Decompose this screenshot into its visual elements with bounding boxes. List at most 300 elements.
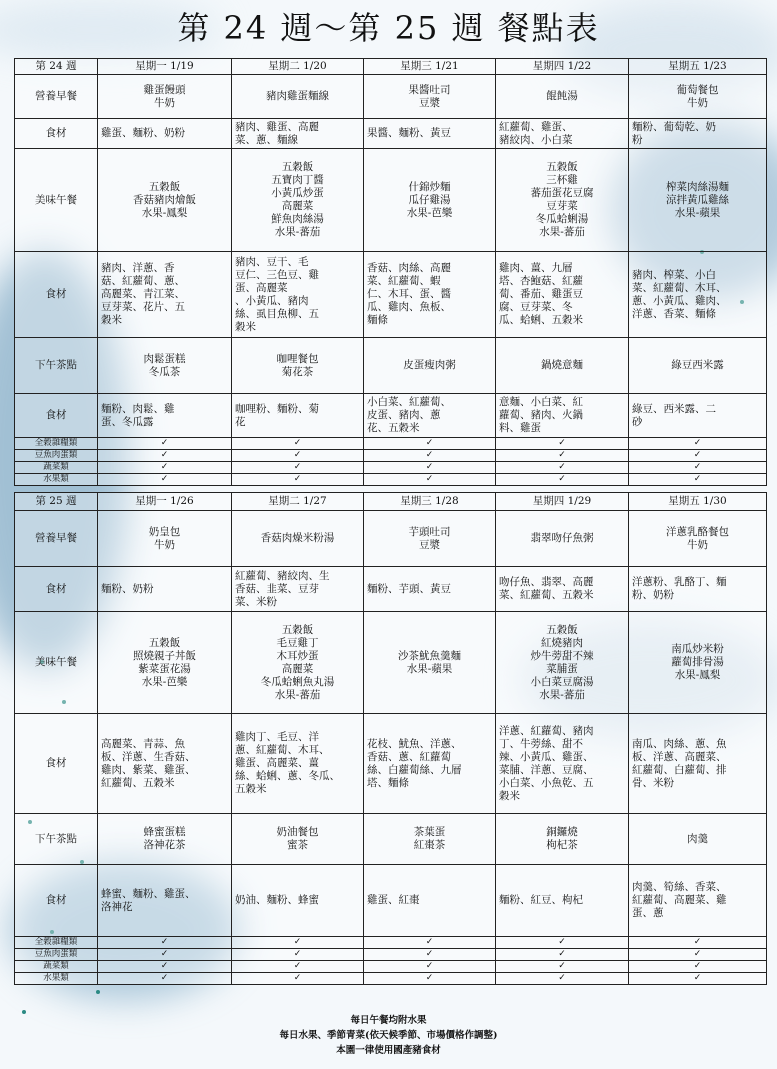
food-group-check: ✓: [98, 937, 232, 949]
food-group-check: ✓: [629, 961, 767, 973]
menu-line: 芋頭吐司: [408, 525, 451, 538]
food-group-check: ✓: [364, 474, 496, 486]
menu-line: 牛奶: [154, 96, 175, 109]
food-group-check: ✓: [496, 973, 629, 985]
food-group-check: ✓: [232, 973, 364, 985]
menu-line: 絲、蛤蜊、蔥、冬瓜、: [235, 770, 340, 782]
row-lunch-ing: [15, 714, 767, 814]
food-group-check: ✓: [98, 450, 232, 462]
menu-line: 豆漿: [419, 538, 440, 551]
cell-snack-ing: [496, 394, 629, 438]
menu-line: 綠豆西米露: [671, 359, 724, 371]
food-group-label: 蔬菜類: [15, 961, 98, 973]
menu-line: 瓜、雞肉、魚板、: [367, 301, 451, 313]
row-label: 食材: [15, 252, 98, 338]
cell-lunch-ing: [364, 252, 496, 338]
food-group-check: ✓: [232, 474, 364, 486]
menu-line: 咖哩餐包: [276, 352, 319, 365]
cell-lunch: [98, 612, 232, 714]
menu-line: 小白菜、紅蘿蔔、: [367, 396, 451, 408]
row-snack: [15, 338, 767, 394]
menu-line: 高麗菜: [281, 200, 314, 212]
cell-lunch-ing: [98, 252, 232, 338]
food-group-check: ✓: [232, 450, 364, 462]
menu-line: 菜、紅蘿蔔、蝦: [367, 275, 441, 287]
menu-line: 南瓜、肉絲、蔥、魚: [632, 737, 727, 750]
day-header: 星期二 1/20: [232, 59, 364, 75]
food-group-check: ✓: [98, 462, 232, 474]
menu-line: 蜂蜜蛋糕: [143, 826, 186, 838]
cell-snack-ing: [496, 865, 629, 937]
menu-line: 雞蛋、麵粉、奶粉: [101, 127, 185, 139]
menu-line: 辣、小黃瓜、雞蛋、: [499, 750, 594, 763]
menu-line: 紅蘿蔔、白蘿蔔、排: [632, 763, 727, 776]
food-group-check: ✓: [496, 937, 629, 949]
menu-line: 料、雞蛋: [499, 422, 541, 434]
menu-line: 水果-蕃茄: [539, 688, 585, 701]
menu-line: 五穀米: [235, 783, 267, 795]
menu-line: 腐、豆芽菜、冬: [499, 301, 573, 313]
menu-line: 葡萄餐包: [676, 83, 719, 96]
menu-line: 麵條: [367, 314, 388, 326]
menu-line: 、小黃瓜、豬肉: [235, 294, 309, 307]
food-group-check: ✓: [496, 961, 629, 973]
menu-line: 穀米: [101, 314, 122, 326]
food-group-check: ✓: [496, 462, 629, 474]
cell-breakfast: [629, 511, 767, 567]
food-group-check: ✓: [364, 462, 496, 474]
menu-line: 菊花茶: [281, 365, 314, 378]
menu-line: 意麵、小白菜、紅: [499, 396, 583, 408]
cell-snack: [98, 814, 232, 865]
cell-breakfast-ing: [364, 119, 496, 149]
food-group-check: ✓: [232, 949, 364, 961]
row-label: 第 24 週: [15, 59, 98, 75]
day-header: 星期四 1/29: [496, 493, 629, 511]
menu-line: 照燒親子丼飯: [133, 649, 196, 662]
menu-line: 砂: [632, 415, 643, 428]
cell-lunch: [364, 149, 496, 252]
menu-line: 小白菜豆腐湯: [530, 675, 594, 688]
menu-line: 絲、白蘿蔔絲、九層: [367, 763, 462, 776]
food-group-check: ✓: [232, 462, 364, 474]
menu-line: 菜、紅蘿蔔、五穀米: [499, 589, 594, 601]
menu-line: 雞蛋、高麗菜、薑: [235, 757, 319, 769]
menu-table-week-25: [14, 492, 767, 985]
menu-line: 紅蘿蔔、五穀米: [101, 776, 175, 789]
menu-line: 皮蛋瘦肉粥: [403, 359, 456, 371]
cell-breakfast-ing: [98, 119, 232, 149]
day-header: 星期三 1/28: [364, 493, 496, 511]
menu-line: 菜、紅蘿蔔、木耳、: [632, 281, 727, 294]
cell-breakfast: [232, 511, 364, 567]
cell-breakfast-ing: [232, 119, 364, 149]
menu-line: 奶油餐包: [276, 826, 319, 838]
menu-line: 麵粉、肉鬆、雞: [101, 402, 175, 415]
row-label: 下午茶點: [15, 814, 98, 865]
cell-breakfast: [364, 511, 496, 567]
menu-line: 花、五穀米: [367, 422, 420, 434]
row-food-group: [15, 949, 767, 961]
row-snack-ing: [15, 394, 767, 438]
menu-line: 菜脯蛋: [546, 662, 578, 675]
menu-line: 五穀飯: [148, 636, 181, 649]
cell-breakfast-ing: [98, 567, 232, 612]
day-header: 星期四 1/22: [496, 59, 629, 75]
menu-line: 菜脯、洋蔥、豆腐、: [499, 763, 594, 776]
cell-snack: [98, 338, 232, 394]
menu-line: 蛋、冬瓜露: [101, 415, 154, 428]
menu-line: 雞肉、紫菜、雞蛋、: [101, 763, 196, 776]
menu-line: 洋蔥、香菜、麵條: [632, 307, 716, 320]
food-group-label: 蔬菜類: [15, 462, 98, 474]
food-group-check: ✓: [98, 973, 232, 985]
menu-line: 豆芽菜: [546, 200, 578, 212]
food-group-check: ✓: [496, 474, 629, 486]
menu-line: 紅棗茶: [413, 839, 446, 851]
cell-breakfast-ing: [232, 567, 364, 612]
food-group-check: ✓: [629, 450, 767, 462]
food-group-check: ✓: [496, 949, 629, 961]
menu-line: 粉、奶粉: [632, 589, 674, 601]
cell-breakfast: [629, 75, 767, 119]
food-group-check: ✓: [98, 949, 232, 961]
menu-line: 豆仁、三色豆、雞: [235, 268, 319, 281]
food-group-check: ✓: [98, 961, 232, 973]
footer-line: 本園一律使用國產豬食材: [336, 1045, 441, 1056]
menu-line: 肉羹、筍絲、香菜、: [632, 881, 727, 893]
row-label: 營養早餐: [15, 75, 98, 119]
row-label: 食材: [15, 567, 98, 612]
food-group-check: ✓: [364, 438, 496, 450]
menu-line: 麵粉、紅豆、枸杞: [499, 894, 583, 906]
menu-line: 水果-芭樂: [406, 206, 453, 219]
menu-line: 香菇、蔥、紅蘿蔔: [367, 750, 451, 763]
day-header: 星期三 1/21: [364, 59, 496, 75]
cell-snack-ing: [98, 865, 232, 937]
menu-line: 洛神花: [101, 900, 133, 913]
row-header: [15, 59, 767, 75]
menu-line: 洋蔥乳酪餐包: [666, 525, 729, 538]
food-group-check: ✓: [364, 961, 496, 973]
cell-lunch: [629, 149, 767, 252]
cell-breakfast: [496, 511, 629, 567]
food-group-check: ✓: [98, 438, 232, 450]
row-label: 美味午餐: [15, 612, 98, 714]
menu-line: 仁、木耳、蛋、醬: [367, 288, 451, 300]
menu-line: 五穀飯: [546, 161, 578, 173]
cell-breakfast: [98, 511, 232, 567]
menu-line: 水果-鳳梨: [141, 206, 188, 219]
cell-snack-ing: [98, 394, 232, 438]
menu-line: 絲、虱目魚柳、五: [235, 307, 319, 320]
row-label: 第 25 週: [15, 493, 98, 511]
menu-line: 水果-芭樂: [141, 675, 188, 688]
menu-line: 木耳炒蛋: [276, 649, 319, 662]
cell-lunch: [629, 612, 767, 714]
menu-line: 冬瓜蛤蜊湯: [535, 213, 589, 225]
food-group-check: ✓: [496, 438, 629, 450]
menu-line: 瓜、蛤蜊、五穀米: [499, 314, 583, 326]
menu-line: 菜、蔥、麵線: [235, 133, 298, 146]
cell-snack: [629, 814, 767, 865]
day-header: 星期一 1/26: [98, 493, 232, 511]
menu-line: 榨菜肉絲湯麵: [666, 180, 729, 193]
row-food-group: [15, 973, 767, 985]
food-group-check: ✓: [232, 438, 364, 450]
menu-line: 水果-蕃茄: [274, 688, 321, 701]
cell-snack: [629, 338, 767, 394]
menu-line: 紅燒豬肉: [541, 636, 583, 649]
menu-line: 皮蛋、豬肉、蔥: [367, 409, 441, 421]
food-group-label: 全穀雜糧類: [15, 438, 98, 450]
menu-line: 五穀飯: [281, 623, 314, 636]
row-lunch: [15, 612, 767, 714]
cell-breakfast-ing: [496, 567, 629, 612]
menu-line: 高麗菜、青江菜、: [101, 288, 185, 300]
day-header: 星期五 1/23: [629, 59, 767, 75]
menu-line: 塔、杏鮑菇、紅蘿: [499, 275, 583, 287]
row-label: 食材: [15, 865, 98, 937]
menu-line: 板、洋蔥、高麗菜、: [632, 750, 727, 763]
cell-snack: [364, 814, 496, 865]
cell-snack-ing: [629, 394, 767, 438]
food-group-check: ✓: [364, 973, 496, 985]
cell-lunch-ing: [496, 714, 629, 814]
menu-line: 蛋、蔥: [632, 907, 664, 919]
food-group-label: 豆魚肉蛋類: [15, 450, 98, 462]
menu-line: 花枝、魷魚、洋蔥、: [367, 737, 462, 750]
menu-line: 蔥、小黃瓜、雞肉、: [632, 294, 727, 307]
menu-line: 牛奶: [687, 538, 708, 551]
menu-line: 蔥、紅蘿蔔、木耳、: [235, 744, 330, 756]
row-label: 美味午餐: [15, 149, 98, 252]
menu-line: 茶葉蛋: [413, 826, 446, 838]
menu-line: 豬肉、豆干、毛: [235, 255, 309, 268]
cell-snack-ing: [232, 865, 364, 937]
menu-line: 水果-蕃茄: [274, 226, 321, 238]
menu-line: 冬瓜蛤蜊魚丸湯: [260, 675, 335, 688]
menu-line: 洛神花茶: [143, 839, 186, 851]
menu-line: 咖哩粉、麵粉、菊: [235, 402, 319, 415]
menu-line: 果醬吐司: [408, 83, 451, 96]
menu-line: 丁、牛蒡絲、甜不: [499, 737, 583, 750]
menu-line: 冬瓜茶: [148, 365, 181, 378]
menu-line: 果醬、麵粉、黃豆: [367, 127, 451, 139]
food-group-check: ✓: [496, 450, 629, 462]
menu-line: 蜜茶: [287, 839, 308, 851]
cell-lunch: [232, 149, 364, 252]
menu-line: 肉羹: [687, 832, 708, 845]
menu-line: 麵粉、芋頭、黃豆: [367, 582, 451, 595]
food-group-check: ✓: [629, 949, 767, 961]
menu-line: 塔、麵條: [367, 776, 409, 789]
cell-lunch-ing: [232, 714, 364, 814]
cell-lunch: [364, 612, 496, 714]
menu-line: 三杯雞: [546, 174, 578, 186]
row-snack-ing: [15, 865, 767, 937]
menu-line: 穀米: [235, 320, 256, 333]
menu-line: 肉鬆蛋糕: [143, 352, 186, 365]
cell-lunch: [98, 149, 232, 252]
row-label: 下午茶點: [15, 338, 98, 394]
row-food-group: [15, 450, 767, 462]
cell-snack-ing: [232, 394, 364, 438]
row-lunch-ing: [15, 252, 767, 338]
menu-line: 紅蘿蔔、高麗菜、雞: [632, 894, 727, 906]
row-breakfast: [15, 511, 767, 567]
food-group-check: ✓: [364, 949, 496, 961]
menu-line: 五穀飯: [281, 161, 314, 173]
food-group-check: ✓: [232, 937, 364, 949]
cell-breakfast: [98, 75, 232, 119]
cell-lunch-ing: [629, 714, 767, 814]
menu-line: 南瓜炒米粉: [671, 643, 724, 655]
menu-line: 香菇、韭菜、豆芽: [235, 582, 319, 595]
cell-breakfast: [496, 75, 629, 119]
menu-line: 豆漿: [419, 96, 440, 109]
cell-breakfast-ing: [629, 119, 767, 149]
menu-line: 蕃茄蛋花豆腐: [530, 187, 594, 199]
cell-breakfast-ing: [364, 567, 496, 612]
menu-line: 紅蘿蔔、雞蛋、: [499, 120, 573, 133]
food-group-check: ✓: [364, 450, 496, 462]
cell-breakfast-ing: [496, 119, 629, 149]
menu-line: 洋蔥、紅蘿蔔、豬肉: [499, 724, 594, 737]
menu-line: 五寶肉丁醬: [271, 174, 324, 186]
row-breakfast-ing: [15, 567, 767, 612]
menu-line: 雞肉、薑、九層: [499, 262, 573, 274]
cell-snack: [232, 814, 364, 865]
menu-line: 菜、米粉: [235, 595, 277, 608]
menu-line: 沙茶魷魚羹麵: [398, 649, 461, 662]
menu-line: 麵粉、葡萄乾、奶: [632, 120, 716, 133]
cell-snack: [496, 338, 629, 394]
menu-line: 鍋燒意麵: [541, 359, 583, 371]
menu-line: 蛋、高麗菜: [235, 281, 288, 294]
row-breakfast-ing: [15, 119, 767, 149]
cell-lunch-ing: [98, 714, 232, 814]
menu-line: 五穀飯: [546, 623, 578, 636]
menu-line: 牛奶: [154, 538, 175, 551]
menu-line: 瓜仔雞湯: [408, 193, 451, 206]
menu-line: 什錦炒麵: [408, 180, 451, 193]
menu-line: 毛豆雞丁: [276, 636, 319, 649]
menu-line: 水果-鳳梨: [674, 669, 721, 681]
cell-snack-ing: [364, 394, 496, 438]
menu-line: 豬絞肉、小白菜: [499, 133, 573, 146]
menu-table-week-24: [14, 58, 767, 486]
menu-line: 小白菜、小魚乾、五: [499, 776, 594, 789]
menu-line: 雞肉丁、毛豆、洋: [235, 731, 319, 743]
page-title: 第 24 週～第 25 週 餐點表: [177, 9, 600, 47]
row-header: [15, 493, 767, 511]
cell-snack-ing: [364, 865, 496, 937]
menu-line: 高麗菜、青蒜、魚: [101, 737, 185, 750]
menu-line: 雞蛋、紅棗: [367, 894, 420, 906]
menu-line: 水果-蘋果: [674, 206, 721, 219]
menu-line: 雞蛋饅頭: [143, 83, 186, 96]
food-group-label: 全穀雜糧類: [15, 937, 98, 949]
row-food-group: [15, 438, 767, 450]
row-food-group: [15, 937, 767, 949]
cell-lunch: [232, 612, 364, 714]
cell-lunch-ing: [232, 252, 364, 338]
menu-line: 炒牛蒡甜不辣: [530, 649, 594, 662]
cell-lunch-ing: [364, 714, 496, 814]
day-header: 星期五 1/30: [629, 493, 767, 511]
cell-breakfast-ing: [629, 567, 767, 612]
menu-line: 蘿蔔、豬肉、火鍋: [499, 409, 583, 421]
menu-line: 水果-蕃茄: [539, 226, 585, 238]
menu-line: 五穀飯: [148, 180, 181, 193]
menu-line: 豆芽菜、花片、五: [101, 301, 185, 313]
menu-line: 高麗菜: [281, 662, 314, 675]
row-lunch: [15, 149, 767, 252]
row-label: 食材: [15, 119, 98, 149]
menu-line: 蔔、番茄、雞蛋豆: [499, 288, 583, 300]
menu-line: 骨、米粉: [632, 776, 674, 789]
food-group-check: ✓: [364, 937, 496, 949]
menu-line: 牛奶: [687, 96, 708, 109]
day-header: 星期二 1/27: [232, 493, 364, 511]
menu-line: 水果-蘋果: [406, 662, 453, 675]
menu-line: 紅蘿蔔、豬絞肉、生: [235, 569, 330, 582]
cell-breakfast: [232, 75, 364, 119]
menu-line: 豬肉、榨菜、小白: [632, 268, 716, 281]
cell-lunch-ing: [496, 252, 629, 338]
menu-line: 洋蔥粉、乳酪丁、麵: [632, 576, 727, 588]
cell-lunch: [496, 612, 629, 714]
food-group-check: ✓: [629, 474, 767, 486]
food-group-label: 水果類: [15, 474, 98, 486]
menu-line: 吻仔魚、翡翠、高麗: [499, 576, 594, 588]
menu-line: 麵粉、奶粉: [101, 582, 154, 595]
menu-line: 粉: [632, 133, 643, 146]
menu-line: 餛飩湯: [546, 90, 578, 102]
footer-line: 每日水果、季節青菜(依天候季節、市場價格作調整): [279, 1030, 498, 1041]
menu-line: 綠豆、西米露、二: [632, 402, 716, 415]
cell-snack: [364, 338, 496, 394]
row-food-group: [15, 474, 767, 486]
row-food-group: [15, 462, 767, 474]
food-group-check: ✓: [629, 462, 767, 474]
menu-line: 蜂蜜、麵粉、雞蛋、: [101, 887, 196, 900]
footer-line: 每日午餐均附水果: [350, 1015, 427, 1026]
food-group-label: 水果類: [15, 973, 98, 985]
menu-line: 蘿蔔排骨湯: [671, 656, 724, 668]
menu-line: 涼拌黃瓜雞絲: [666, 193, 729, 206]
menu-line: 豬肉雞蛋麵線: [266, 90, 329, 102]
menu-line: 枸杞茶: [546, 839, 578, 851]
row-label: 營養早餐: [15, 511, 98, 567]
menu-line: 香菇豬肉燴飯: [133, 193, 196, 206]
menu-line: 豬肉、雞蛋、高麗: [235, 120, 319, 133]
cell-snack-ing: [629, 865, 767, 937]
food-group-check: ✓: [629, 973, 767, 985]
food-group-check: ✓: [629, 937, 767, 949]
menu-line: 銅鑼燒: [546, 826, 578, 838]
menu-line: 小黃瓜炒蛋: [271, 187, 324, 199]
menu-line: 奶油、麵粉、蜂蜜: [235, 894, 319, 906]
row-breakfast: [15, 75, 767, 119]
food-group-label: 豆魚肉蛋類: [15, 949, 98, 961]
menu-line: 紫菜蛋花湯: [138, 662, 191, 675]
day-header: 星期一 1/19: [98, 59, 232, 75]
row-food-group: [15, 961, 767, 973]
menu-line: 穀米: [499, 789, 520, 802]
menu-line: 香菇、肉絲、高麗: [367, 262, 451, 274]
